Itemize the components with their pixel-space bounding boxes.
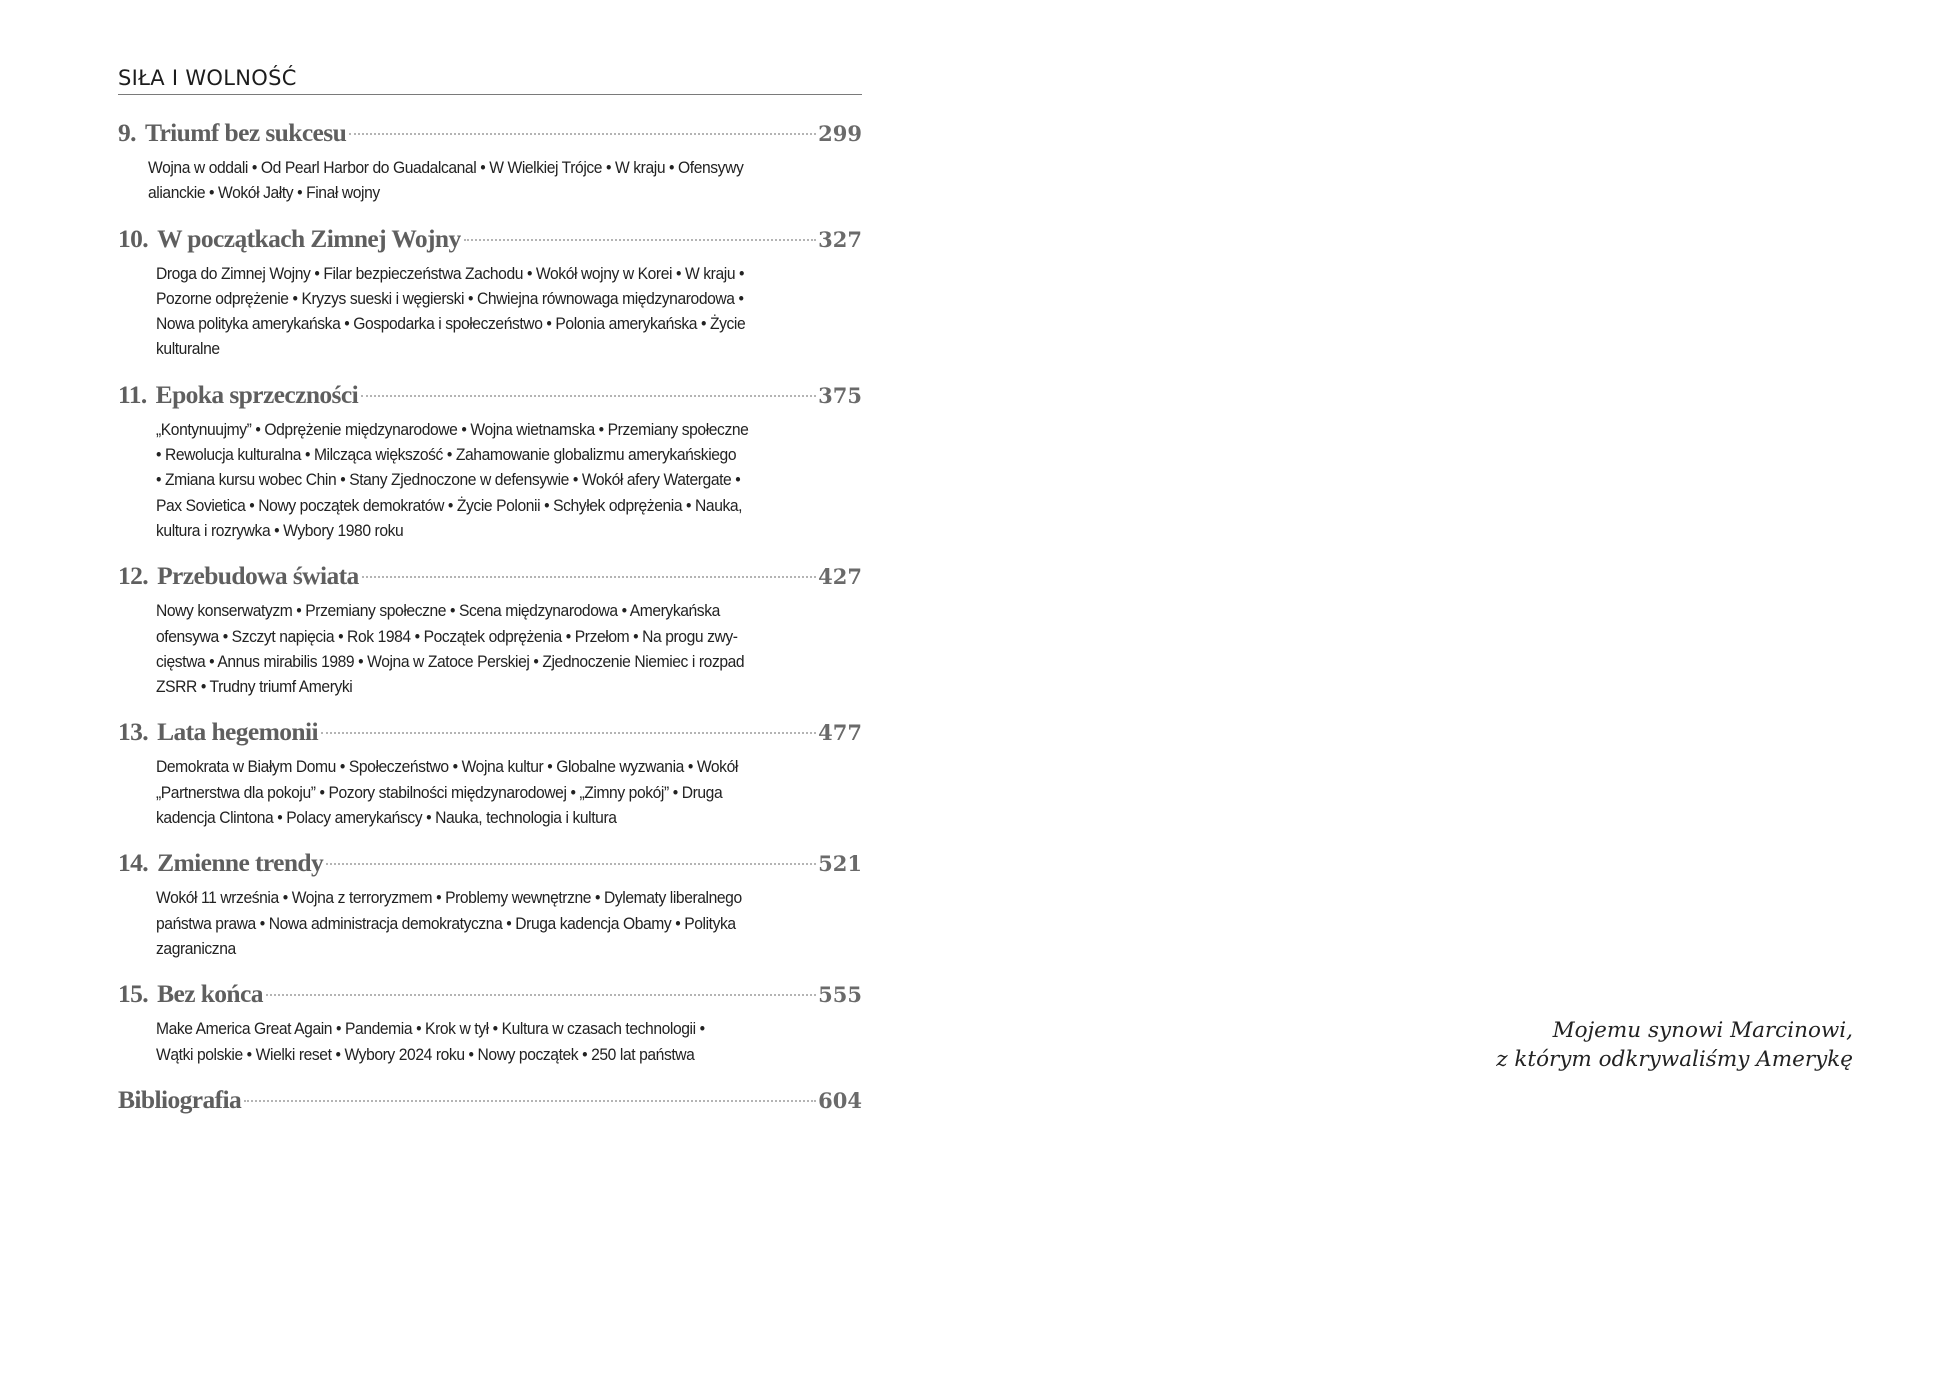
subsection-line: Wątki polskie • Wielki reset • Wybory 2024 roku • Nowy początek • 250 lat państwa [156,1044,695,1064]
chapter-number: 10. [118,223,149,253]
dedication-line: Mojemu synowi Marcinowi, [1552,1018,1853,1043]
chapter-title: Zmienne trendy [157,848,324,878]
chapter-title: Lata hegemonii [157,717,318,747]
dot-leader [349,133,816,135]
dot-leader [321,732,816,734]
chapter-number: 11. [118,379,147,409]
toc-entry [118,978,862,1067]
page-number: 327 [818,226,862,252]
chapter-number: 12. [118,561,149,591]
subsection-line: cięstwa • Annus mirabilis 1989 • Wojna w Zatoce Perskiej • Zjednoczenie Niemiec i rozpad [156,651,745,671]
subsection-line: kulturalne [156,339,220,359]
subsection-line: zagraniczna [156,938,236,958]
subsection-line: • Zmiana kursu wobec Chin • Stany Zjednoczone w defensywie • Wokół afery Watergate • [156,470,741,490]
table-of-contents [118,117,862,1117]
toc-entry-heading [118,716,862,749]
toc-entry [118,560,862,699]
toc-entry-heading [118,379,862,412]
subsection-line: Demokrata w Białym Domu • Społeczeństwo • Wojna kultur • Globalne wyzwania • Wokół [156,757,738,777]
subsection-line: Nowa polityka amerykańska • Gospodarka i społeczeństwo • Polonia amerykańska • Życie [156,314,746,334]
subsection-line: Pax Sovietica • Nowy początek demokratów • Życie Polonii • Schyłek odprężenia • Nauka, [156,495,743,515]
chapter-subsections [156,261,820,362]
toc-entry-heading [118,223,862,256]
chapter-title: Przebudowa świata [157,561,359,591]
subsection-line: Nowy konserwatyzm • Przemiany społeczne • Scena międzynarodowa • Amerykańska [156,601,720,621]
chapter-title: W początkach Zimnej Wojny [157,223,461,253]
page-number: 477 [818,720,862,746]
chapter-title: Bez końca [157,979,263,1009]
subsection-line: • Rewolucja kulturalna • Milcząca większość • Zahamowanie globalizmu amerykańskiego [156,445,737,465]
toc-entry-heading [118,847,862,880]
toc-entry [118,1084,862,1117]
dot-leader [464,239,817,241]
subsection-line: państwa prawa • Nowa administracja demokratyczna • Druga kadencja Obamy • Polityka [156,913,736,933]
page-number: 299 [818,121,862,146]
page-number: 427 [818,564,862,590]
dot-leader [361,395,816,397]
chapter-title: Epoka sprzeczności [155,379,359,409]
toc-entry-heading [118,560,862,593]
chapter-title: Triumf bez sukcesu [144,118,347,147]
page-number: 375 [818,382,862,408]
subsection-line: Wokół 11 września • Wojna z terroryzmem • Problemy wewnętrzne • Dylematy liberalnego [156,888,742,908]
dedication-line: z którym odkrywaliśmy Amerykę [1496,1047,1853,1072]
chapter-number: 13. [118,717,149,747]
toc-entry [118,379,862,543]
chapter-subsections [156,417,820,543]
dot-leader [266,994,816,996]
toc-entry [118,223,862,362]
subsection-line: Make America Great Again • Pandemia • Krok w tył • Kultura w czasach technologii • [156,1019,705,1039]
dot-leader [362,576,816,578]
chapter-number: 15. [118,979,149,1009]
chapter-subsections [156,754,820,830]
subsection-line: „Kontynuujmy” • Odprężenie międzynarodowe • Wojna wietnamska • Przemiany społeczne [156,419,749,439]
subsection-line: kultura i rozrywka • Wybory 1980 roku [156,520,404,540]
toc-entry-heading [118,1084,862,1117]
chapter-subsections [148,155,812,206]
chapter-number: 9. [118,118,136,147]
subsection-line: „Partnerstwa dla pokoju” • Pozory stabilności międzynarodowej • „Zimny pokój” • Druga [156,782,723,802]
dedication [1496,1016,1853,1074]
subsection-line: Pozorne odprężenie • Kryzys sueski i węgierski • Chwiejna równowaga międzynarodowa • [156,288,744,308]
chapter-title: Bibliografia [118,1084,242,1114]
chapter-subsections [156,1016,820,1067]
dot-leader [326,863,816,865]
subsection-line: alianckie • Wokół Jałty • Finał wojny [148,183,380,203]
page-number: 604 [818,1087,862,1113]
toc-page [118,66,862,1134]
chapter-subsections [156,598,820,699]
subsection-line: Wojna w oddali • Od Pearl Harbor do Guadalcanal • W Wielkiej Trójce • W kraju • Ofensywy [148,158,744,177]
chapter-number: 14. [118,848,149,878]
running-header: SIŁA I WOLNOŚĆ [118,66,862,95]
toc-entry-heading [118,978,862,1011]
toc-entry-heading [118,117,862,150]
toc-entry [118,117,862,206]
subsection-line: kadencja Clintona • Polacy amerykańscy • Nauka, technologia i kultura [156,808,617,828]
dot-leader [244,1100,816,1102]
toc-entry [118,847,862,961]
subsection-line: ZSRR • Trudny triumf Ameryki [156,677,353,697]
subsection-line: ofensywa • Szczyt napięcia • Rok 1984 • Początek odprężenia • Przełom • Na progu zwy- [156,626,738,646]
page-number: 555 [818,982,862,1008]
toc-entry [118,716,862,830]
page-number: 521 [818,851,862,877]
chapter-subsections [156,885,820,961]
subsection-line: Droga do Zimnej Wojny • Filar bezpieczeństwa Zachodu • Wokół wojny w Korei • W kraju • [156,263,745,283]
